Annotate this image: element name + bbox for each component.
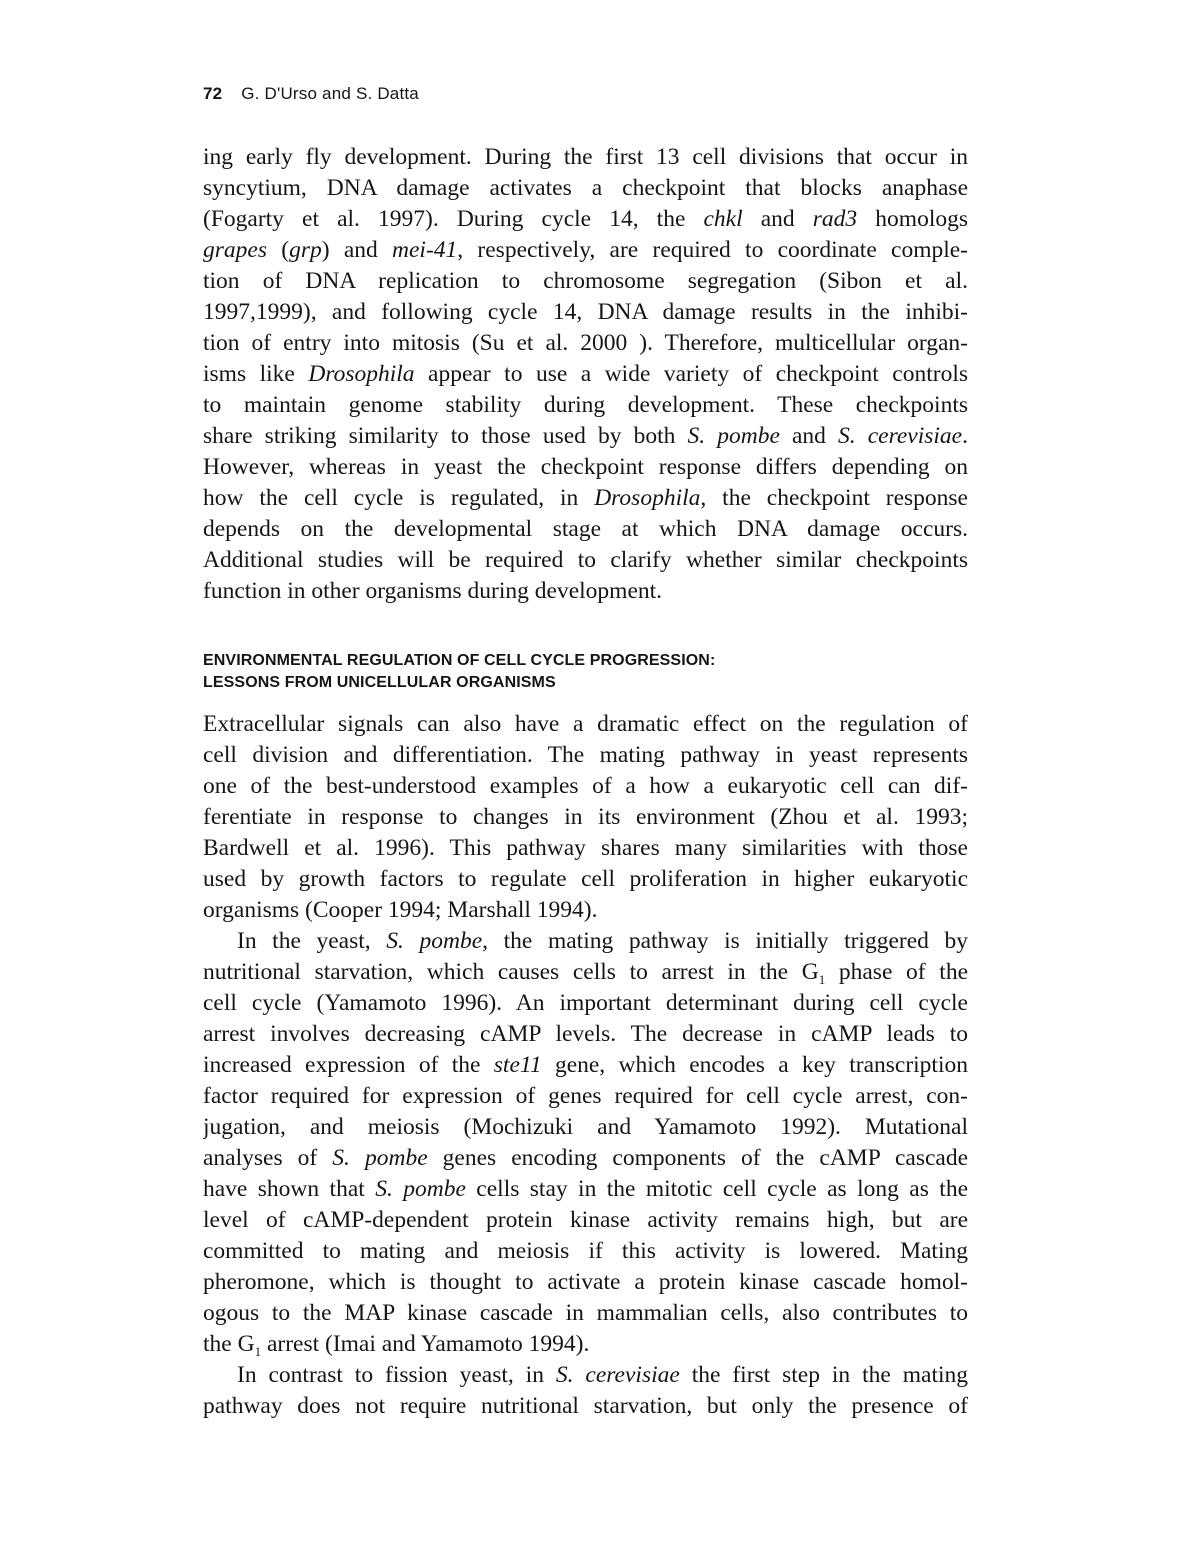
text-run: Bardwell et al. 1996). This pathway shares many similarities with those [203, 835, 968, 861]
text-line [203, 833, 968, 864]
text-run: tion of entry into mitosis (Su et al. 2000 ). Therefore, multicellular organ- [203, 330, 968, 356]
text-run: pheromone, which is thought to activate a protein kinase cascade homol- [203, 1269, 968, 1295]
text-run: factor required for expression of genes required for cell cycle arrest, con- [203, 1083, 968, 1109]
text-line [203, 1298, 968, 1329]
text-line [203, 1391, 968, 1422]
text-run: to maintain genome stability during development. These checkpoints [203, 392, 968, 418]
section-heading-line-2: LESSONS FROM UNICELLULAR ORGANISMS [203, 674, 556, 691]
italic-term: S. pombe [375, 1176, 466, 1202]
text-line [203, 297, 968, 328]
italic-term: S. pombe [386, 928, 483, 954]
text-run: arrest (Imai and Yamamoto 1994). [261, 1331, 590, 1357]
text-run: In the yeast, [237, 928, 387, 954]
running-title: G. D'Urso and S. Datta [241, 84, 419, 103]
text-line [203, 1174, 968, 1205]
text-run: ) and [321, 237, 393, 263]
text-line [203, 771, 968, 802]
text-line [203, 1019, 968, 1050]
text-run: used by growth factors to regulate cell proliferation in higher eukaryotic [203, 866, 968, 892]
section-heading [203, 650, 715, 694]
running-header [203, 84, 419, 104]
text-run: phase of the [825, 959, 968, 985]
text-run: , the checkpoint response [700, 485, 968, 511]
text-run: the G [203, 1331, 255, 1357]
section-heading-line-1: ENVIRONMENTAL REGULATION OF CELL CYCLE PROGRESSION: [203, 652, 716, 669]
text-run: gene, which encodes a key transcription [541, 1052, 968, 1078]
text-run: and [779, 423, 839, 449]
text-line [203, 1267, 968, 1298]
text-line [203, 1081, 968, 1112]
text-line [203, 740, 968, 771]
text-run: level of cAMP-dependent protein kinase activity remains high, but are [203, 1207, 968, 1233]
text-line [203, 864, 968, 895]
text-line [203, 483, 968, 514]
page-number: 72 [203, 84, 223, 103]
subscript: 1 [254, 1344, 262, 1359]
paragraph [203, 926, 968, 1360]
text-run: In contrast to fission yeast, in [237, 1362, 556, 1388]
text-run: cell cycle (Yamamoto 1996). An important determinant during cell cycle [203, 990, 968, 1016]
text-line [203, 359, 968, 390]
text-run: function in other organisms during development. [203, 578, 663, 604]
text-line [203, 1050, 968, 1081]
text-line [203, 895, 968, 926]
text-run: analyses of [203, 1145, 333, 1171]
text-run: pathway does not require nutritional starvation, but only the presence of [203, 1393, 968, 1419]
text-line [203, 204, 968, 235]
italic-term: grp [289, 237, 322, 263]
text-line [203, 390, 968, 421]
text-run: (Fogarty et al. 1997). During cycle 14, the [203, 206, 704, 232]
italic-term: rad3 [812, 206, 858, 232]
text-line [203, 926, 968, 957]
text-line [203, 266, 968, 297]
italic-term: Drosophila [308, 361, 415, 387]
paragraph [203, 709, 968, 926]
text-run: ferentiate in response to changes in its environment (Zhou et al. 1993; [203, 804, 968, 830]
text-run: cell division and differentiation. The mating pathway in yeast represents [203, 742, 968, 768]
text-run: , the mating pathway is initially triggered by [482, 928, 968, 954]
text-run: and [742, 206, 813, 232]
text-run: homologs [857, 206, 968, 232]
text-run: increased expression of the [203, 1052, 494, 1078]
italic-term: Drosophila [594, 485, 701, 511]
text-line [203, 802, 968, 833]
text-run: ogous to the MAP kinase cascade in mammalian cells, also contributes to [203, 1300, 968, 1326]
text-run: ( [266, 237, 290, 263]
text-line [203, 545, 968, 576]
italic-term: chkl [703, 206, 743, 232]
text-run: However, whereas in yeast the checkpoint response differs depending on [203, 454, 968, 480]
text-line [203, 514, 968, 545]
section-body [203, 709, 968, 1422]
text-run: one of the best-understood examples of a how a eukaryotic cell can dif- [203, 773, 968, 799]
text-run: have shown that [203, 1176, 376, 1202]
text-line [203, 1360, 968, 1391]
text-run: nutritional starvation, which causes cells to arrest in the G [203, 959, 819, 985]
paragraph [203, 1360, 968, 1422]
text-run: genes encoding components of the cAMP cascade [427, 1145, 968, 1171]
italic-term: S. pombe [687, 423, 780, 449]
text-run: Additional studies will be required to clarify whether similar checkpoints [203, 547, 968, 573]
text-line [203, 421, 968, 452]
italic-term: S. pombe [332, 1145, 428, 1171]
text-run: syncytium, DNA damage activates a checkpoint that blocks anaphase [203, 175, 968, 201]
text-run: . [962, 423, 968, 449]
text-run: Extracellular signals can also have a dramatic effect on the regulation of [203, 711, 968, 737]
text-line [203, 1329, 968, 1360]
text-line [203, 576, 968, 607]
text-line [203, 1205, 968, 1236]
text-run: how the cell cycle is regulated, in [203, 485, 595, 511]
text-line [203, 1236, 968, 1267]
paragraph-continued [203, 142, 968, 607]
text-run: appear to use a wide variety of checkpoint controls [414, 361, 968, 387]
text-run: jugation, and meiosis (Mochizuki and Yamamoto 1992). Mutational [203, 1114, 968, 1140]
text-line [203, 1112, 968, 1143]
italic-term: grapes [203, 237, 267, 263]
text-run: , respectively, are required to coordinate comple- [457, 237, 968, 263]
text-run: arrest involves decreasing cAMP levels. The decrease in cAMP leads to [203, 1021, 968, 1047]
text-line [203, 173, 968, 204]
text-run: cells stay in the mitotic cell cycle as long as the [465, 1176, 968, 1202]
text-line [203, 142, 968, 173]
text-run: depends on the developmental stage at which DNA damage occurs. [203, 516, 968, 542]
text-run: 1997,1999), and following cycle 14, DNA damage results in the inhibi- [203, 299, 968, 325]
text-line [203, 1143, 968, 1174]
italic-term: S. cerevisiae [838, 423, 963, 449]
text-run: committed to mating and meiosis if this activity is lowered. Mating [203, 1238, 968, 1264]
italic-term: S. cerevisiae [555, 1362, 680, 1388]
italic-term: ste11 [493, 1052, 542, 1078]
italic-term: mei-41 [392, 237, 458, 263]
text-run: share striking similarity to those used by both [203, 423, 688, 449]
text-run: organisms (Cooper 1994; Marshall 1994). [203, 897, 598, 923]
text-line [203, 709, 968, 740]
text-line [203, 988, 968, 1019]
text-run: tion of DNA replication to chromosome segregation (Sibon et al. [203, 268, 968, 294]
text-run: ing early fly development. During the first 13 cell divisions that occur in [203, 144, 968, 170]
text-line [203, 235, 968, 266]
text-run: the first step in the mating [679, 1362, 968, 1388]
text-line [203, 957, 968, 988]
text-line [203, 328, 968, 359]
text-line [203, 452, 968, 483]
subscript: 1 [818, 972, 826, 987]
text-run: isms like [203, 361, 309, 387]
